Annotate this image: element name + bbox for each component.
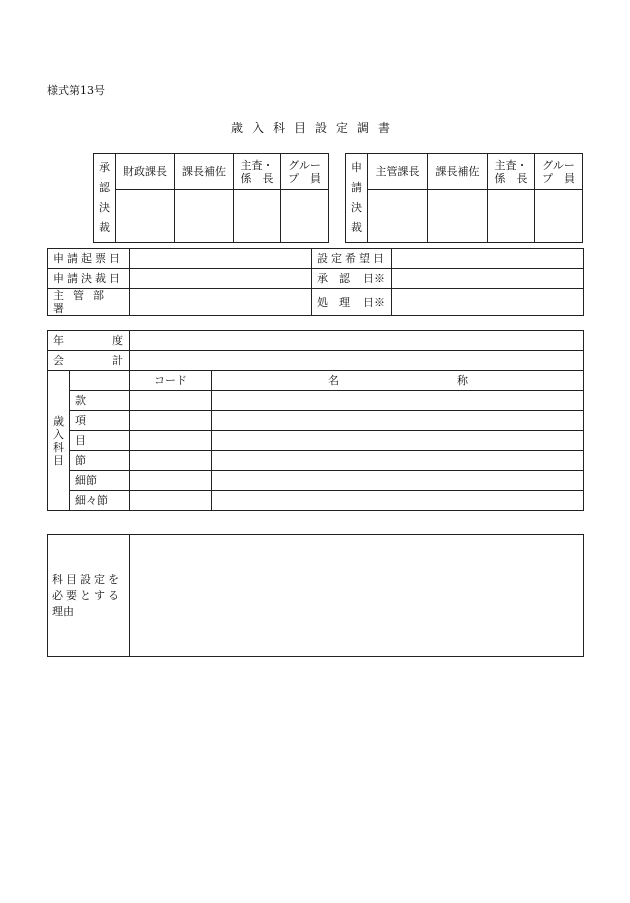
- stamp-header-group-member: グルー プ 員: [281, 154, 329, 190]
- code-field[interactable]: [130, 491, 212, 511]
- stamp-header-section-chief: 主査・ 係 長: [488, 154, 535, 190]
- application-draft-date-field[interactable]: [130, 249, 312, 269]
- approval-stamp-box: [93, 153, 329, 243]
- desired-setting-date-field[interactable]: [392, 249, 584, 269]
- stamp-cell[interactable]: [535, 190, 583, 243]
- stamp-cell[interactable]: [428, 190, 488, 243]
- row-label-setsu: 節: [70, 451, 130, 471]
- row-label-kan: 款: [70, 391, 130, 411]
- label-reason: 科目設定を 必要とする 理由: [48, 535, 130, 657]
- approval-date-field[interactable]: [392, 269, 584, 289]
- row-label-moku: 目: [70, 431, 130, 451]
- stamp-cell[interactable]: [116, 190, 175, 243]
- revenue-subject-side-label: 歳 入 科 目: [48, 371, 70, 511]
- page-title: 歳入科目設定調書: [230, 121, 399, 135]
- code-field[interactable]: [130, 391, 212, 411]
- application-side-label: 申 請 決 裁: [346, 154, 368, 243]
- name-column-header: 名 称: [212, 371, 584, 391]
- code-field[interactable]: [130, 431, 212, 451]
- application-info-table: [47, 248, 584, 316]
- label-desired-setting-date: 設定希望日: [312, 249, 392, 269]
- account-field[interactable]: [130, 351, 584, 371]
- reason-table: [47, 534, 584, 657]
- form-number: 様式第13号: [47, 84, 105, 97]
- name-field[interactable]: [212, 471, 584, 491]
- label-approval-date: 承 認 日※: [312, 269, 392, 289]
- stamp-cell[interactable]: [234, 190, 281, 243]
- label-application-draft-date: 申請起票日: [48, 249, 130, 269]
- stamp-header-finance-chief: 財政課長: [116, 154, 175, 190]
- stamp-header-dept-chief: 主管課長: [368, 154, 428, 190]
- name-field[interactable]: [212, 451, 584, 471]
- revenue-subject-table: [47, 330, 584, 511]
- row-label-kou: 項: [70, 411, 130, 431]
- label-department: 主管部署: [48, 289, 130, 316]
- reason-field[interactable]: [130, 535, 584, 657]
- application-stamp-box: [345, 153, 583, 243]
- stamp-header-deputy-chief: 課長補佐: [175, 154, 234, 190]
- code-column-header: コード: [130, 371, 212, 391]
- name-field[interactable]: [212, 391, 584, 411]
- header-blank: [70, 371, 130, 391]
- label-account: 会 計: [48, 351, 130, 371]
- row-label-saisaisetsu: 細々節: [70, 491, 130, 511]
- code-field[interactable]: [130, 451, 212, 471]
- stamp-cell[interactable]: [175, 190, 234, 243]
- department-field[interactable]: [130, 289, 312, 316]
- stamp-cell[interactable]: [488, 190, 535, 243]
- stamp-header-group-member: グルー プ 員: [535, 154, 583, 190]
- name-field[interactable]: [212, 431, 584, 451]
- name-field[interactable]: [212, 491, 584, 511]
- fiscal-year-field[interactable]: [130, 331, 584, 351]
- stamp-header-deputy-chief: 課長補佐: [428, 154, 488, 190]
- name-field[interactable]: [212, 411, 584, 431]
- application-decision-date-field[interactable]: [130, 269, 312, 289]
- label-application-decision-date: 申請決裁日: [48, 269, 130, 289]
- label-fiscal-year: 年 度: [48, 331, 130, 351]
- stamp-header-section-chief: 主査・ 係 長: [234, 154, 281, 190]
- code-field[interactable]: [130, 471, 212, 491]
- processing-date-field[interactable]: [392, 289, 584, 316]
- label-processing-date: 処 理 日※: [312, 289, 392, 316]
- stamp-cell[interactable]: [281, 190, 329, 243]
- code-field[interactable]: [130, 411, 212, 431]
- row-label-saisetsu: 細節: [70, 471, 130, 491]
- stamp-cell[interactable]: [368, 190, 428, 243]
- approval-side-label: 承 認 決 裁: [94, 154, 116, 243]
